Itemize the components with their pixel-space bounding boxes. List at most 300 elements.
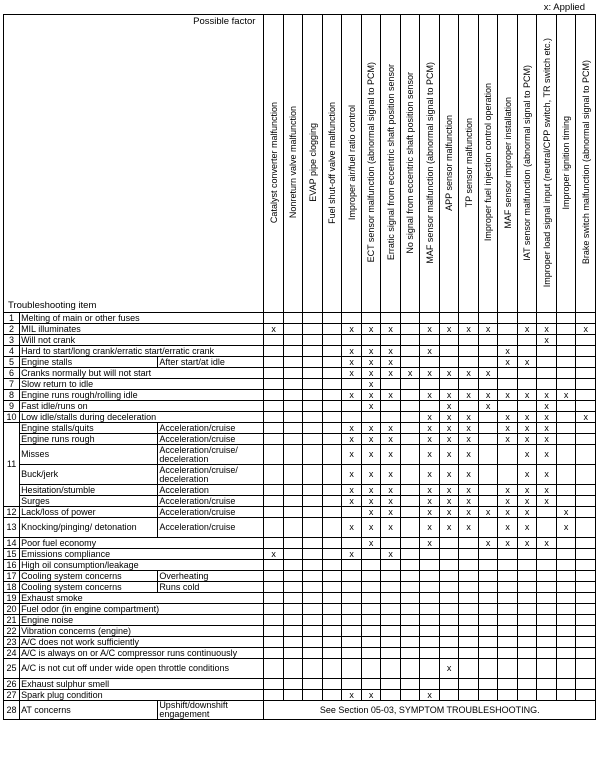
applied-cell: x [361, 390, 381, 401]
applied-cell [576, 434, 596, 445]
applied-cell [478, 679, 498, 690]
applied-cell [264, 346, 284, 357]
factor-header [361, 15, 381, 313]
applied-cell [303, 690, 323, 701]
applied-cell: x [381, 423, 401, 434]
applied-cell [283, 324, 303, 335]
applied-cell [459, 637, 479, 648]
applied-cell: x [459, 496, 479, 507]
applied-cell [576, 401, 596, 412]
factor-header [556, 15, 576, 313]
applied-cell [498, 626, 518, 637]
applied-cell [439, 379, 459, 390]
applied-cell [322, 485, 342, 496]
applied-cell [498, 582, 518, 593]
applied-cell [556, 690, 576, 701]
applied-cell [420, 313, 440, 324]
applied-cell [342, 571, 362, 582]
applied-cell: x [556, 507, 576, 518]
applied-cell [400, 423, 420, 434]
applied-cell [283, 346, 303, 357]
applied-cell [303, 571, 323, 582]
applied-cell: x [537, 538, 557, 549]
applied-cell [478, 423, 498, 434]
applied-cell [264, 465, 284, 485]
applied-cell [478, 604, 498, 615]
applied-cell: x [537, 324, 557, 335]
item-number: 20 [4, 604, 20, 615]
applied-cell: x [361, 368, 381, 379]
factor-label: Brake switch malfunction (abnormal signal to PCM) [580, 60, 591, 265]
applied-cell: x [576, 324, 596, 335]
applied-cell: x [459, 445, 479, 465]
applied-cell [322, 379, 342, 390]
applied-cell [303, 518, 323, 538]
applied-cell [264, 690, 284, 701]
applied-cell [517, 313, 537, 324]
applied-cell: x [517, 423, 537, 434]
factor-header [322, 15, 342, 313]
applied-cell: x [517, 357, 537, 368]
applied-cell: x [342, 357, 362, 368]
applied-cell [322, 571, 342, 582]
item-number: 15 [4, 549, 20, 560]
applied-cell: x [517, 434, 537, 445]
applied-cell [264, 582, 284, 593]
factor-label: IAT sensor malfunction (abnormal signal to PCM) [522, 64, 533, 261]
table-row [4, 582, 596, 593]
applied-cell [264, 679, 284, 690]
applied-cell [478, 659, 498, 679]
applied-cell [517, 615, 537, 626]
applied-cell [303, 549, 323, 560]
applied-cell [342, 637, 362, 648]
factor-header [264, 15, 284, 313]
table-row [4, 648, 596, 659]
applied-cell [576, 648, 596, 659]
applied-cell: x [537, 434, 557, 445]
applied-cell: x [381, 445, 401, 465]
applied-cell [264, 518, 284, 538]
applied-cell [342, 412, 362, 423]
applied-cell: x [517, 412, 537, 423]
applied-cell [381, 412, 401, 423]
applied-cell [517, 549, 537, 560]
applied-cell [478, 465, 498, 485]
symptom-cell: A/C is not cut off under wide open throttle conditions [20, 659, 264, 679]
applied-cell: x [439, 485, 459, 496]
applied-cell: x [498, 434, 518, 445]
applied-cell: x [498, 390, 518, 401]
applied-cell: x [439, 518, 459, 538]
symptom-cell: Slow return to idle [20, 379, 264, 390]
factor-header [576, 15, 596, 313]
applied-cell [361, 313, 381, 324]
applied-cell [322, 637, 342, 648]
applied-cell: x [381, 465, 401, 485]
applied-cell [517, 637, 537, 648]
applied-cell: x [439, 423, 459, 434]
applied-cell [576, 368, 596, 379]
symptom-cell: Vibration concerns (engine) [20, 626, 264, 637]
applied-cell [478, 357, 498, 368]
applied-cell [556, 604, 576, 615]
factor-header [381, 15, 401, 313]
applied-cell: x [439, 496, 459, 507]
applied-cell: x [517, 465, 537, 485]
applied-cell [264, 615, 284, 626]
applied-cell [556, 626, 576, 637]
applied-cell [537, 379, 557, 390]
applied-cell [478, 560, 498, 571]
applied-cell [303, 465, 323, 485]
table-row [4, 357, 596, 368]
applied-cell [361, 549, 381, 560]
applied-cell: x [361, 496, 381, 507]
applied-cell [283, 582, 303, 593]
applied-cell: x [537, 390, 557, 401]
applied-cell: x [361, 423, 381, 434]
applied-cell [498, 401, 518, 412]
applied-cell [283, 518, 303, 538]
applied-cell [439, 679, 459, 690]
table-row [4, 626, 596, 637]
applied-cell [439, 615, 459, 626]
applied-cell [459, 538, 479, 549]
applied-cell: x [517, 390, 537, 401]
applied-cell: x [342, 690, 362, 701]
applied-cell [322, 690, 342, 701]
applied-cell: x [498, 507, 518, 518]
applied-cell: x [537, 445, 557, 465]
applied-cell [439, 593, 459, 604]
applied-cell [264, 412, 284, 423]
symptom-cell: Melting of main or other fuses [20, 313, 264, 324]
item-number: 22 [4, 626, 20, 637]
applied-cell [264, 390, 284, 401]
applied-cell [556, 560, 576, 571]
applied-cell [400, 690, 420, 701]
applied-cell [537, 615, 557, 626]
item-number: 24 [4, 648, 20, 659]
applied-cell [420, 648, 440, 659]
symptom-cell: Hard to start/long crank/erratic start/erratic crank [20, 346, 264, 357]
applied-cell [576, 560, 596, 571]
applied-cell [303, 445, 323, 465]
condition-cell: Acceleration/cruise/ deceleration [158, 465, 264, 485]
factor-label: Improper load signal input (neutral/CPP switch, TR switch etc.) [541, 37, 552, 288]
item-number: 13 [4, 518, 20, 538]
table-row [4, 412, 596, 423]
applied-cell [264, 434, 284, 445]
applied-cell [517, 346, 537, 357]
applied-cell [498, 465, 518, 485]
table-row [4, 368, 596, 379]
applied-cell [303, 434, 323, 445]
applied-cell [420, 637, 440, 648]
applied-cell [303, 593, 323, 604]
applied-cell: x [264, 549, 284, 560]
applied-cell [498, 637, 518, 648]
applied-cell [576, 390, 596, 401]
applied-cell: x [381, 346, 401, 357]
applied-cell [478, 637, 498, 648]
applied-cell [576, 637, 596, 648]
applied-cell [576, 593, 596, 604]
factor-header [537, 15, 557, 313]
applied-cell: x [459, 423, 479, 434]
applied-cell: x [459, 518, 479, 538]
table-row [4, 560, 596, 571]
applied-cell [459, 346, 479, 357]
applied-cell [303, 615, 323, 626]
applied-cell: x [517, 445, 537, 465]
item-number: 27 [4, 690, 20, 701]
applied-cell [303, 648, 323, 659]
applied-cell: x [420, 324, 440, 335]
applied-cell [322, 679, 342, 690]
applied-cell [303, 368, 323, 379]
applied-cell: x [381, 434, 401, 445]
applied-cell [439, 313, 459, 324]
symptom-cell: AT concerns [20, 701, 158, 720]
applied-cell: x [517, 538, 537, 549]
applied-cell [556, 445, 576, 465]
applied-cell: x [459, 368, 479, 379]
applied-cell [459, 335, 479, 346]
applied-cell: x [381, 357, 401, 368]
applied-cell [517, 593, 537, 604]
applied-cell [459, 582, 479, 593]
symptom-cell: Knocking/pinging/ detonation [20, 518, 158, 538]
table-row [4, 690, 596, 701]
header-row [4, 15, 596, 313]
factor-header [459, 15, 479, 313]
condition-cell: Acceleration/cruise [158, 434, 264, 445]
applied-cell [400, 357, 420, 368]
applied-cell [264, 423, 284, 434]
condition-cell: Acceleration/cruise [158, 496, 264, 507]
table-row [4, 335, 596, 346]
item-number: 3 [4, 335, 20, 346]
table-row [4, 485, 596, 496]
applied-cell: x [342, 445, 362, 465]
applied-cell [342, 679, 362, 690]
applied-cell [537, 690, 557, 701]
applied-cell: x [439, 465, 459, 485]
symptom-cell: Hesitation/stumble [20, 485, 158, 496]
item-number: 8 [4, 390, 20, 401]
applied-cell [537, 648, 557, 659]
factor-label: TP sensor malfunction [463, 117, 474, 208]
applied-cell [556, 335, 576, 346]
applied-cell [498, 690, 518, 701]
applied-cell [498, 313, 518, 324]
factor-header [478, 15, 498, 313]
applied-cell [342, 313, 362, 324]
applied-cell [400, 560, 420, 571]
applied-cell [420, 679, 440, 690]
applied-cell [420, 335, 440, 346]
applied-cell: x [361, 379, 381, 390]
applied-cell [459, 615, 479, 626]
applied-cell: x [498, 423, 518, 434]
table-row [4, 593, 596, 604]
applied-cell [478, 648, 498, 659]
applied-cell [459, 659, 479, 679]
applied-cell [478, 582, 498, 593]
applied-cell [381, 538, 401, 549]
applied-cell [283, 368, 303, 379]
applied-cell [400, 324, 420, 335]
applied-cell [439, 626, 459, 637]
applied-cell: x [361, 690, 381, 701]
applied-cell [303, 390, 323, 401]
symptom-cell: Cranks normally but will not start [20, 368, 264, 379]
applied-cell [556, 582, 576, 593]
applied-cell: x [342, 423, 362, 434]
applied-cell [576, 582, 596, 593]
applied-cell [322, 582, 342, 593]
symptom-cell: Cooling system concerns [20, 571, 158, 582]
applied-cell [459, 560, 479, 571]
applied-cell [264, 637, 284, 648]
applied-cell [400, 637, 420, 648]
symptom-cell: Poor fuel economy [20, 538, 264, 549]
applied-cell [400, 346, 420, 357]
applied-cell: x [478, 401, 498, 412]
applied-cell [303, 582, 323, 593]
applied-cell [342, 604, 362, 615]
applied-cell: x [439, 324, 459, 335]
item-number: 5 [4, 357, 20, 368]
applied-cell [537, 549, 557, 560]
factor-header [420, 15, 440, 313]
applied-cell [361, 659, 381, 679]
applied-cell [264, 604, 284, 615]
applied-cell [322, 518, 342, 538]
applied-cell [517, 571, 537, 582]
applied-cell [342, 648, 362, 659]
applied-cell [303, 626, 323, 637]
applied-cell [556, 434, 576, 445]
factor-label: Fuel shut-off valve malfunction [327, 101, 338, 224]
applied-cell: x [439, 507, 459, 518]
table-row [4, 659, 596, 679]
applied-cell [322, 560, 342, 571]
applied-cell: x [498, 538, 518, 549]
item-number: 17 [4, 571, 20, 582]
possible-factor-label: Possible factor [193, 16, 256, 27]
factor-label: No signal from eccentric shaft position sensor [405, 71, 416, 254]
applied-cell [303, 507, 323, 518]
applied-cell [517, 690, 537, 701]
applied-cell [264, 507, 284, 518]
item-number: 16 [4, 560, 20, 571]
applied-cell [264, 379, 284, 390]
applied-cell [283, 434, 303, 445]
applied-cell [303, 401, 323, 412]
applied-cell: x [517, 485, 537, 496]
applied-cell [556, 357, 576, 368]
symptom-cell: Emissions compliance [20, 549, 264, 560]
applied-cell [459, 604, 479, 615]
applied-cell: x [361, 434, 381, 445]
applied-cell [342, 507, 362, 518]
applied-cell [517, 379, 537, 390]
applied-cell: x [439, 659, 459, 679]
applied-cell [283, 313, 303, 324]
applied-cell [361, 679, 381, 690]
applied-cell [264, 335, 284, 346]
applied-cell: x [381, 507, 401, 518]
applied-cell: x [361, 357, 381, 368]
applied-cell [537, 582, 557, 593]
table-row [4, 434, 596, 445]
applied-cell: x [517, 324, 537, 335]
applied-cell [381, 604, 401, 615]
applied-cell [576, 679, 596, 690]
applied-cell: x [361, 465, 381, 485]
symptom-cell: Engine runs rough/rolling idle [20, 390, 264, 401]
applied-cell [400, 445, 420, 465]
applied-cell [322, 390, 342, 401]
applied-cell [400, 549, 420, 560]
applied-cell [400, 648, 420, 659]
applied-cell: x [420, 507, 440, 518]
applied-cell [556, 637, 576, 648]
item-number: 28 [4, 701, 20, 720]
applied-cell [400, 659, 420, 679]
symptom-cell: Fast idle/runs on [20, 401, 264, 412]
applied-cell [322, 465, 342, 485]
applied-cell [498, 549, 518, 560]
applied-cell [264, 313, 284, 324]
applied-cell [264, 538, 284, 549]
applied-cell [303, 357, 323, 368]
applied-cell [576, 507, 596, 518]
applied-cell: x [361, 507, 381, 518]
applied-cell [322, 313, 342, 324]
applied-cell [498, 659, 518, 679]
applied-cell: x [537, 335, 557, 346]
applied-cell [283, 637, 303, 648]
applied-cell: x [420, 445, 440, 465]
applied-cell [303, 538, 323, 549]
applied-cell: x [381, 368, 401, 379]
applied-cell [283, 648, 303, 659]
applied-cell [283, 496, 303, 507]
applied-cell [537, 679, 557, 690]
symptom-cell: A/C does not work sufficiently [20, 637, 264, 648]
applied-cell: x [498, 412, 518, 423]
applied-cell [478, 518, 498, 538]
item-number: 26 [4, 679, 20, 690]
applied-cell [556, 549, 576, 560]
symptom-cell: Exhaust sulphur smell [20, 679, 264, 690]
applied-cell [283, 423, 303, 434]
applied-cell [264, 368, 284, 379]
applied-cell [361, 335, 381, 346]
applied-cell [400, 379, 420, 390]
symptom-cell: Buck/jerk [20, 465, 158, 485]
applied-cell [537, 357, 557, 368]
applied-cell [361, 560, 381, 571]
applied-cell [537, 604, 557, 615]
applied-cell: x [381, 324, 401, 335]
applied-cell [400, 593, 420, 604]
item-number: 7 [4, 379, 20, 390]
